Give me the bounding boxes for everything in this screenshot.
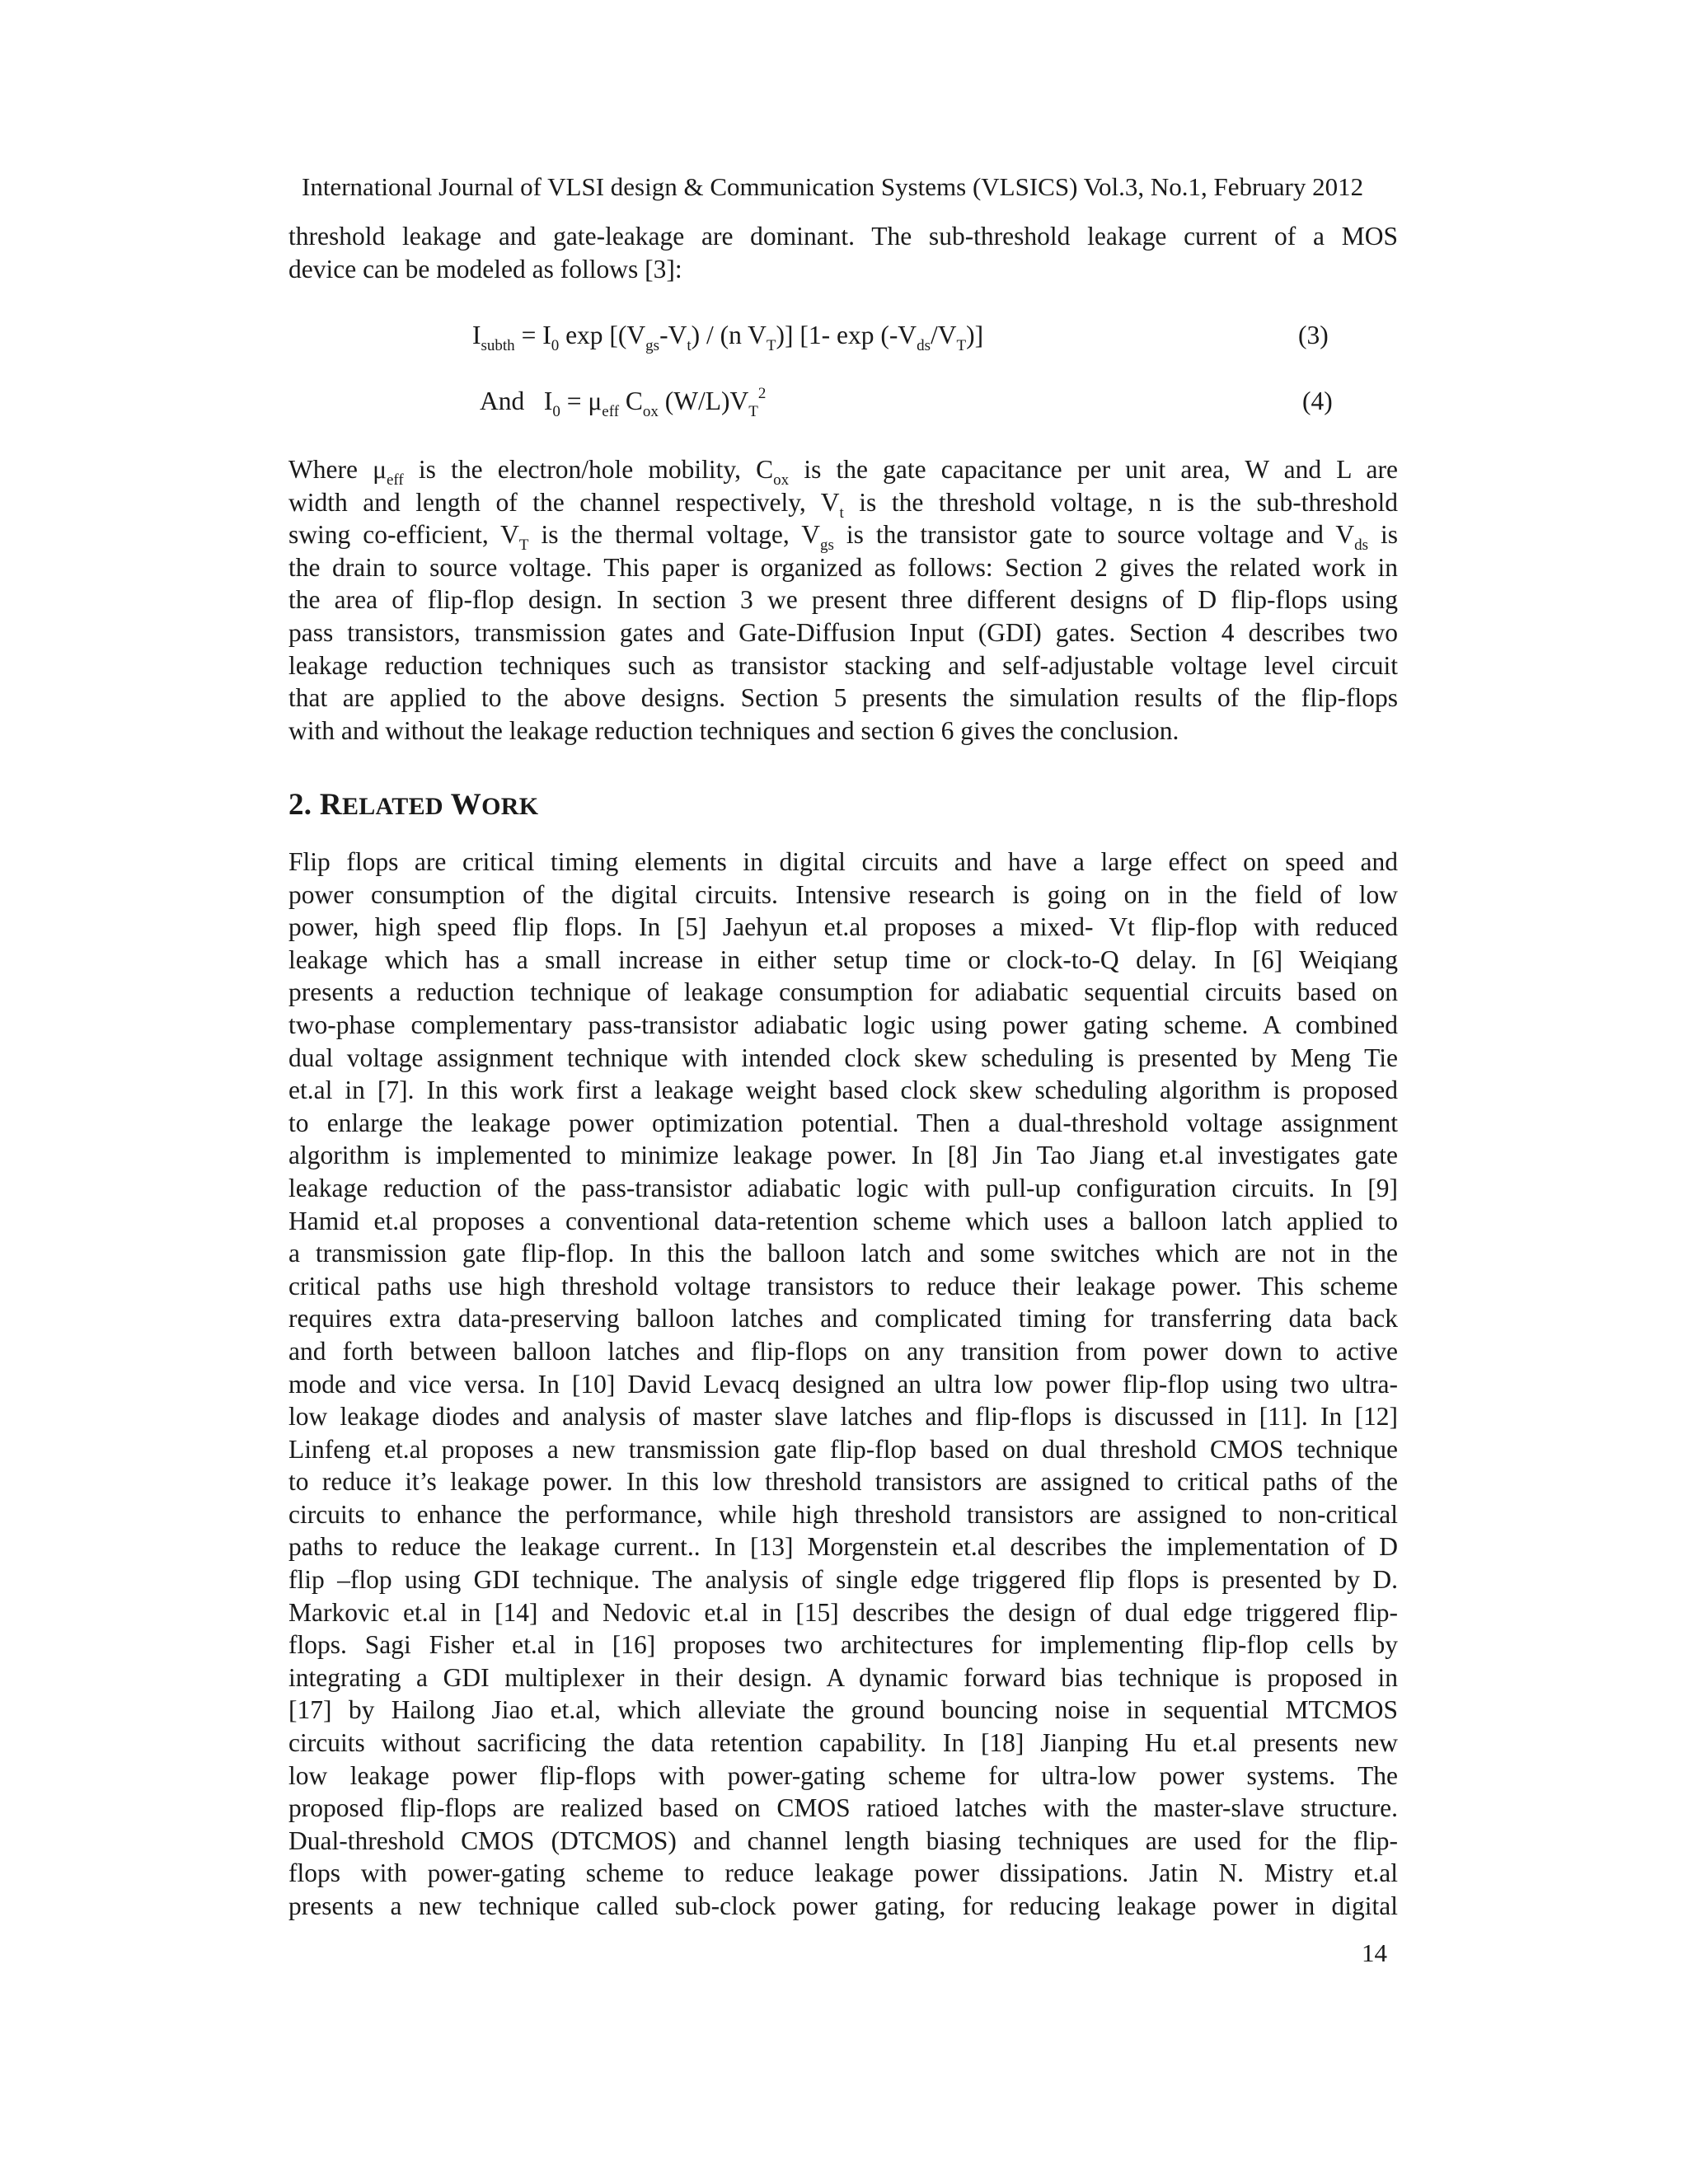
- eq-text: = μ: [560, 387, 603, 415]
- text-line: device can be modeled as follows [3]:: [288, 254, 682, 284]
- running-header: International Journal of VLSI design & Communication Systems (VLSICS) Vol.3, No.1, February 2012: [302, 172, 1364, 201]
- eq-subscript: t: [687, 337, 692, 354]
- text-line: critical paths use high threshold voltage transistors to reduce their leakage power. This scheme: [288, 1271, 1398, 1301]
- text-subscript: ox: [773, 471, 790, 489]
- eq-text: = I: [514, 321, 551, 349]
- text-run: is the thermal voltage, V: [528, 520, 820, 550]
- text-line: et.al in [7]. In this work first a leakage weight based clock skew scheduling algorithm is proposed: [288, 1076, 1398, 1105]
- text-line: Hamid et.al proposes a conventional data-retention scheme which uses a balloon latch applied to: [288, 1206, 1398, 1235]
- eq-text: ) / (n V: [691, 321, 767, 349]
- text-line: power consumption of the digital circuits. Intensive research is going on in the field of low: [288, 879, 1398, 909]
- equation-number-4: (4): [1302, 387, 1333, 415]
- text-line: flops. Sagi Fisher et.al in [16] proposes two architectures for implementing flip-flop cells by: [288, 1630, 1398, 1660]
- text-line: low leakage diodes and analysis of master slave latches and flip-flops is discussed in [11]. In [12]: [288, 1402, 1398, 1432]
- eq-text: I: [472, 321, 481, 349]
- heading-space: [443, 788, 451, 822]
- text-line: pass transistors, transmission gates and Gate-Diffusion Input (GDI) gates. Section 4 describes two: [288, 617, 1398, 647]
- eq-subscript: gs: [645, 337, 660, 354]
- text-line: presents a reduction technique of leakage consumption for adiabatic sequential circuits based on: [288, 977, 1398, 1007]
- eq-subscript: ox: [642, 403, 659, 420]
- text-line: to enlarge the leakage power optimization potential. Then a dual-threshold voltage assignment: [288, 1108, 1398, 1137]
- text-line: mode and vice versa. In [10] David Levacq designed an ultra low power flip-flop using two ultra-: [288, 1369, 1398, 1399]
- text-line: flops with power-gating scheme to reduce leakage power dissipations. Jatin N. Mistry et.al: [288, 1858, 1398, 1888]
- text-line: [288, 486, 1398, 522]
- text-line: flip –flop using GDI technique. The analysis of single edge triggered flip flops is presented by D.: [288, 1565, 1398, 1595]
- text-subscript: ds: [1354, 537, 1368, 555]
- eq-text: (W/L)V: [658, 387, 749, 415]
- eq-subscript: ds: [917, 337, 931, 354]
- text-line: the drain to source voltage. This paper is organized as follows: Section 2 gives the related work in: [288, 552, 1398, 582]
- text-line: and forth between balloon latches and flip-flops on any transition from power down to active: [288, 1336, 1398, 1366]
- text-line: [17] by Hailong Jiao et.al, which alleviate the ground bouncing noise in sequential MTCMOS: [288, 1695, 1398, 1725]
- page-number: 14: [1362, 1938, 1387, 1967]
- text-subscript: t: [839, 504, 844, 522]
- text-line: that are applied to the above designs. Section 5 presents the simulation results of the flip-flops: [288, 683, 1398, 713]
- text-subscript: T: [518, 537, 529, 555]
- text-subscript: gs: [819, 537, 834, 555]
- eq-subscript: 0: [551, 337, 560, 354]
- text-line: with and without the leakage reduction techniques and section 6 gives the conclusion.: [288, 715, 1179, 745]
- eq-text: )]: [966, 321, 984, 349]
- eq-text: And I: [480, 387, 553, 415]
- eq-subscript: T: [766, 337, 776, 354]
- equation-3: [472, 319, 983, 352]
- text-line: leakage which has a small increase in either setup time or clock-to-Q delay. In [6] Weiqiang: [288, 944, 1398, 974]
- text-line: proposed flip-flops are realized based on CMOS ratioed latches with the master-slave structure.: [288, 1793, 1398, 1823]
- text-run: is: [1368, 520, 1399, 550]
- text-line: algorithm is implemented to minimize leakage power. In [8] Jin Tao Jiang et.al investigates gate: [288, 1141, 1398, 1170]
- text-line: [288, 518, 1399, 555]
- eq-subscript: eff: [602, 403, 620, 420]
- text-line: integrating a GDI multiplexer in their design. A dynamic forward bias technique is proposed in: [288, 1662, 1398, 1692]
- where-paragraph: [288, 453, 1398, 747]
- text-run: is the gate capacitance per unit area, W and L are: [789, 455, 1399, 484]
- text-line: presents a new technique called sub-clock power gating, for reducing leakage power in digital: [288, 1891, 1398, 1920]
- text-line: dual voltage assignment technique with intended clock skew scheduling is presented by Meng Tie: [288, 1043, 1398, 1072]
- text-line: low leakage power flip-flops with power-gating scheme for ultra-low power systems. The: [288, 1760, 1398, 1790]
- text-line: requires extra data-preserving balloon latches and complicated timing for transferring data back: [288, 1304, 1398, 1333]
- text-line: Flip flops are critical timing elements in digital circuits and have a large effect on speed and: [288, 847, 1398, 876]
- eq-superscript: 2: [757, 385, 767, 402]
- eq-text: )] [1- exp (-V: [776, 321, 917, 349]
- section-2-body: [288, 846, 1398, 1923]
- section-number: 2.: [288, 788, 320, 822]
- text-line: power, high speed flip flops. In [5] Jaehyun et.al proposes a mixed- Vt flip-flop with reduced: [288, 912, 1398, 942]
- text-line: a transmission gate flip-flop. In this the balloon latch and some switches which are not in the: [288, 1239, 1398, 1268]
- equation-4: [480, 385, 766, 418]
- heading-letter: W: [450, 788, 482, 822]
- equation-number-3: (3): [1298, 321, 1329, 349]
- text-line: Dual-threshold CMOS (DTCMOS) and channel length biasing techniques are used for the flip-: [288, 1825, 1398, 1855]
- eq-subscript: subth: [481, 337, 515, 354]
- eq-subscript: T: [748, 403, 758, 420]
- text-line: leakage reduction techniques such as transistor stacking and self-adjustable voltage level circuit: [288, 650, 1398, 680]
- text-line: circuits to enhance the performance, while high threshold transistors are assigned to non-critical: [288, 1499, 1398, 1529]
- heading-smallcaps: ELATED: [341, 793, 443, 820]
- text-subscript: eff: [387, 471, 404, 489]
- eq-subscript: T: [956, 337, 967, 354]
- eq-text: /V: [930, 321, 957, 349]
- text-line: circuits without sacrificing the data retention capability. In [18] Jianping Hu et.al presents new: [288, 1728, 1398, 1758]
- intro-paragraph: [288, 220, 1398, 285]
- heading-smallcaps: ORK: [481, 793, 539, 820]
- text-run: swing co-efficient, V: [288, 520, 519, 550]
- eq-subscript: 0: [552, 403, 560, 420]
- text-line: [288, 453, 1399, 489]
- text-line: paths to reduce the leakage current.. In [13] Morgenstein et.al describes the implementation of D: [288, 1532, 1398, 1562]
- section-heading: [288, 785, 538, 827]
- text-run: is the threshold voltage, n is the sub-threshold: [843, 487, 1398, 517]
- eq-text: exp [(V: [559, 321, 646, 349]
- eq-text: C: [619, 387, 643, 415]
- text-run: is the transistor gate to source voltage and V: [833, 520, 1355, 550]
- text-line: Markovic et.al in [14] and Nedovic et.al in [15] describes the design of dual edge triggered flip-: [288, 1597, 1398, 1627]
- text-run: width and length of the channel respectively, V: [288, 487, 840, 517]
- eq-text: -V: [659, 321, 687, 349]
- text-line: to reduce it’s leakage power. In this low threshold transistors are assigned to critical paths of the: [288, 1467, 1398, 1497]
- text-line: two-phase complementary pass-transistor adiabatic logic using power gating scheme. A combined: [288, 1010, 1398, 1039]
- heading-letter: R: [319, 788, 342, 822]
- text-run: Where μ: [288, 455, 387, 484]
- text-line: the area of flip-flop design. In section 3 we present three different designs of D flip-flops using: [288, 585, 1398, 615]
- text-run: is the electron/hole mobility, C: [403, 455, 774, 484]
- text-line: leakage reduction of the pass-transistor adiabatic logic with pull-up configuration circuits. In [9]: [288, 1173, 1398, 1202]
- text-line: Linfeng et.al proposes a new transmission gate flip-flop based on dual threshold CMOS technique: [288, 1434, 1398, 1464]
- text-line: threshold leakage and gate-leakage are dominant. The sub-threshold leakage current of a MOS: [288, 222, 1398, 251]
